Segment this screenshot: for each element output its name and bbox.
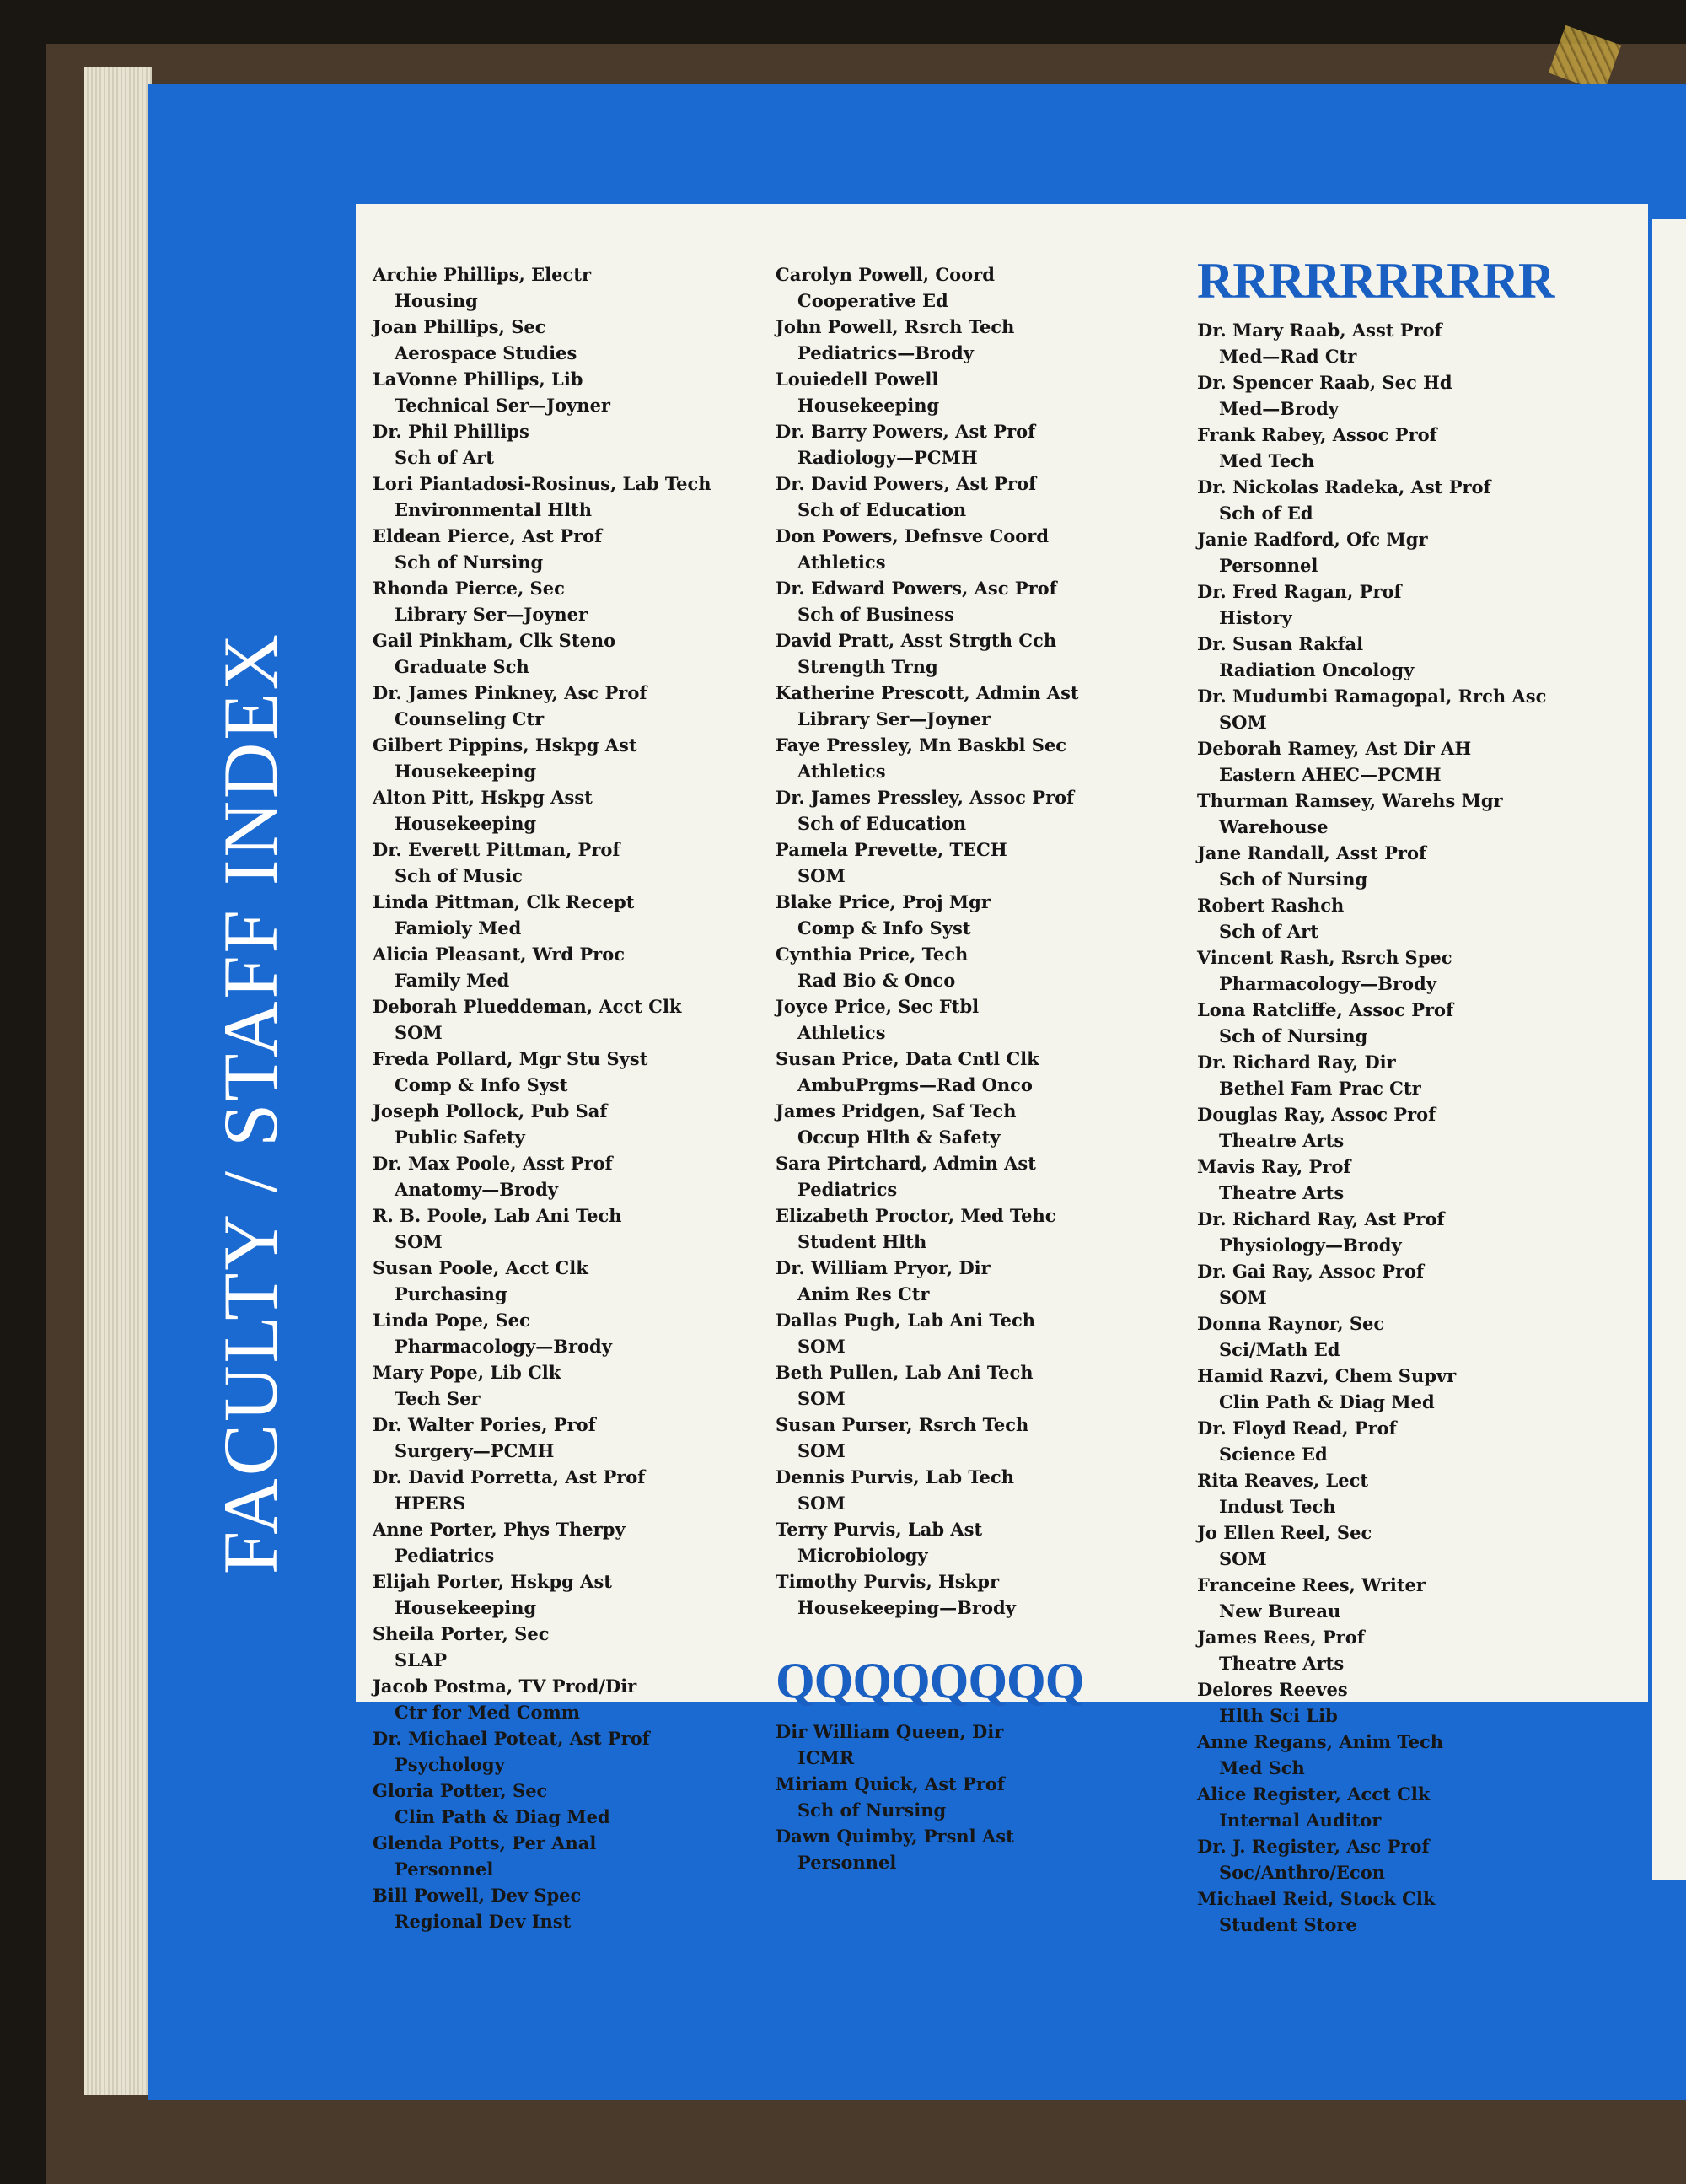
- entry-name: Lona Ratcliffe, Assoc Prof: [1197, 999, 1454, 1020]
- entry-name: Dr. James Pressley, Assoc Prof: [776, 787, 1075, 808]
- index-entry: [373, 889, 786, 941]
- index-entry: [776, 1255, 1189, 1307]
- entry-name: Joan Phillips, Sec: [373, 316, 546, 337]
- index-entry: [776, 784, 1189, 836]
- index-entry: [373, 1778, 786, 1830]
- entry-department: SOM: [797, 1493, 846, 1514]
- entry-department: Radiology—PCMH: [797, 447, 978, 468]
- index-entry: [1197, 1049, 1610, 1101]
- facing-page-edge: [1648, 84, 1686, 2100]
- entry-department: Ctr for Med Comm: [395, 1702, 580, 1723]
- index-entry: [373, 418, 786, 471]
- entry-name: Eldean Pierce, Ast Prof: [373, 525, 603, 546]
- entry-name: Donna Raynor, Sec: [1197, 1313, 1385, 1334]
- entry-department: Tech Ser: [395, 1388, 481, 1409]
- entry-name: Dr. Richard Ray, Ast Prof: [1197, 1208, 1445, 1229]
- index-entry: [776, 1150, 1189, 1202]
- entry-name: Robert Rashch: [1197, 895, 1345, 916]
- entry-department: Comp & Info Syst: [797, 917, 971, 939]
- entry-department: HPERS: [395, 1493, 466, 1514]
- entry-name: Hamid Razvi, Chem Supvr: [1197, 1365, 1457, 1386]
- entry-department: Athletics: [797, 761, 886, 782]
- entry-name: James Pridgen, Saf Tech: [776, 1100, 1017, 1122]
- index-entry: [1197, 1363, 1610, 1415]
- index-entry: [373, 1307, 786, 1359]
- entry-department: Athletics: [797, 1022, 886, 1043]
- index-entry: [1197, 422, 1610, 474]
- entry-name: Don Powers, Defnsve Coord: [776, 525, 1050, 546]
- entry-name: Dr. Phil Phillips: [373, 421, 529, 442]
- entry-department: Pediatrics—Brody: [797, 342, 974, 363]
- entry-name: Dr. Floyd Read, Prof: [1197, 1417, 1397, 1439]
- entry-department: Regional Dev Inst: [395, 1911, 572, 1932]
- index-entry: [1197, 1833, 1610, 1885]
- entry-name: Katherine Prescott, Admin Ast: [776, 682, 1079, 703]
- entry-name: Dr. Susan Rakfal: [1197, 633, 1364, 654]
- entry-department: New Bureau: [1219, 1600, 1341, 1622]
- entry-name: Susan Purser, Rsrch Tech: [776, 1414, 1029, 1435]
- entry-department: Comp & Info Syst: [395, 1074, 568, 1095]
- entry-name: Dr. James Pinkney, Asc Prof: [373, 682, 647, 703]
- entry-name: Dallas Pugh, Lab Ani Tech: [776, 1310, 1035, 1331]
- index-entry: [1197, 997, 1610, 1049]
- index-entry: [776, 732, 1189, 784]
- entry-name: Vincent Rash, Rsrch Spec: [1197, 947, 1452, 968]
- entry-department: Soc/Anthro/Econ: [1219, 1862, 1385, 1883]
- entry-name: Jacob Postma, TV Prod/Dir: [373, 1676, 637, 1697]
- entry-name: Dr. David Powers, Ast Prof: [776, 473, 1037, 494]
- entry-name: Dennis Purvis, Lab Tech: [776, 1466, 1014, 1487]
- entry-name: Deborah Plueddeman, Acct Clk: [373, 996, 682, 1017]
- entry-department: Famioly Med: [395, 917, 522, 939]
- index-entry: [373, 732, 786, 784]
- entry-name: Mavis Ray, Prof: [1197, 1156, 1351, 1177]
- index-entry: [1197, 944, 1610, 997]
- index-entry: [1197, 317, 1610, 369]
- index-entry: [776, 941, 1189, 993]
- entry-name: Archie Phillips, Electr: [373, 264, 592, 285]
- entry-name: James Rees, Prof: [1197, 1627, 1365, 1648]
- entry-name: LaVonne Phillips, Lib: [373, 368, 583, 390]
- index-entry: [1197, 1572, 1610, 1624]
- column-3-r-entries: [1197, 317, 1610, 1938]
- entry-name: Rhonda Pierce, Sec: [373, 578, 565, 599]
- entry-name: Lori Piantadosi-Rosinus, Lab Tech: [373, 473, 711, 494]
- index-entry: [1197, 1154, 1610, 1206]
- index-entry: [373, 1359, 786, 1412]
- entry-name: Dr. Gai Ray, Assoc Prof: [1197, 1261, 1425, 1282]
- entry-name: Sheila Porter, Sec: [373, 1623, 550, 1644]
- index-entry: [373, 993, 786, 1046]
- entry-name: Franceine Rees, Writer: [1197, 1574, 1426, 1595]
- index-entry: [1197, 840, 1610, 892]
- entry-name: Delores Reeves: [1197, 1679, 1348, 1700]
- index-entry: [776, 993, 1189, 1046]
- index-entry: [1197, 1258, 1610, 1310]
- entry-department: Student Store: [1219, 1914, 1357, 1935]
- entry-name: Douglas Ray, Assoc Prof: [1197, 1104, 1436, 1125]
- index-entry: [373, 314, 786, 366]
- entry-name: Rita Reaves, Lect: [1197, 1470, 1369, 1491]
- entry-department: Pediatrics: [395, 1545, 495, 1566]
- entry-department: Housekeeping: [395, 1597, 537, 1618]
- entry-name: John Powell, Rsrch Tech: [776, 316, 1015, 337]
- index-entry: [373, 471, 786, 523]
- index-entry: [1197, 631, 1610, 683]
- entry-department: Pharmacology—Brody: [1219, 973, 1436, 994]
- entry-department: Public Safety: [395, 1127, 525, 1148]
- entry-name: Dr. Walter Pories, Prof: [373, 1414, 596, 1435]
- entry-department: SLAP: [395, 1649, 448, 1670]
- entry-department: Personnel: [395, 1859, 494, 1880]
- entry-department: Aerospace Studies: [395, 342, 577, 363]
- index-entry: [373, 1830, 786, 1882]
- entry-name: Alice Register, Acct Clk: [1197, 1783, 1431, 1805]
- index-entry: [1197, 1467, 1610, 1520]
- entry-name: Janie Radford, Ofc Mgr: [1197, 529, 1428, 550]
- entry-name: Glenda Potts, Per Anal: [373, 1832, 597, 1853]
- entry-name: Joyce Price, Sec Ftbl: [776, 996, 980, 1017]
- entry-department: Housekeeping—Brody: [797, 1597, 1016, 1618]
- index-entry: [1197, 1101, 1610, 1154]
- entry-department: Athletics: [797, 551, 886, 573]
- index-entry: [1197, 892, 1610, 944]
- column-2: [776, 261, 1189, 1875]
- entry-name: Deborah Ramey, Ast Dir AH: [1197, 738, 1472, 759]
- entry-name: Dir William Queen, Dir: [776, 1721, 1004, 1742]
- index-entry: [776, 1516, 1189, 1568]
- entry-department: Theatre Arts: [1219, 1182, 1345, 1203]
- entry-department: Sch of Nursing: [395, 551, 544, 573]
- entry-name: Bill Powell, Dev Spec: [373, 1885, 582, 1906]
- index-entry: [776, 1202, 1189, 1255]
- entry-name: Terry Purvis, Lab Ast: [776, 1519, 983, 1540]
- index-entry: [776, 366, 1189, 418]
- entry-name: Dr. Everett Pittman, Prof: [373, 839, 620, 860]
- index-entry: [1197, 1729, 1610, 1781]
- index-entry: [373, 1516, 786, 1568]
- entry-department: Sch of Nursing: [797, 1799, 947, 1821]
- entry-department: Anatomy—Brody: [395, 1179, 559, 1200]
- entry-department: SOM: [395, 1231, 443, 1252]
- entry-name: Jane Randall, Asst Prof: [1197, 842, 1427, 863]
- entry-name: Elijah Porter, Hskpg Ast: [373, 1571, 612, 1592]
- entry-name: Alton Pitt, Hskpg Asst: [373, 787, 593, 808]
- entry-department: Theatre Arts: [1219, 1130, 1345, 1151]
- entry-department: Graduate Sch: [395, 656, 529, 677]
- entry-name: Faye Pressley, Mn Baskbl Sec: [776, 734, 1067, 756]
- index-entry: [373, 680, 786, 732]
- entry-department: Housekeeping: [395, 761, 537, 782]
- entry-department: Hlth Sci Lib: [1219, 1705, 1338, 1726]
- index-entry: [776, 889, 1189, 941]
- index-entry: [373, 941, 786, 993]
- entry-name: Beth Pullen, Lab Ani Tech: [776, 1362, 1034, 1383]
- column-3: [1197, 253, 1610, 1938]
- entry-name: David Pratt, Asst Strgth Cch: [776, 630, 1057, 651]
- entry-name: Anne Porter, Phys Therpy: [373, 1519, 626, 1540]
- index-entry: [1197, 369, 1610, 422]
- entry-department: Bethel Fam Prac Ctr: [1219, 1078, 1421, 1099]
- index-entry: [373, 1621, 786, 1673]
- index-entry: [776, 1046, 1189, 1098]
- entry-department: Rad Bio & Onco: [797, 970, 956, 991]
- index-entry: [1197, 1885, 1610, 1938]
- entry-name: Sara Pirtchard, Admin Ast: [776, 1153, 1036, 1174]
- entry-name: Michael Reid, Stock Clk: [1197, 1888, 1436, 1909]
- entry-department: Internal Auditor: [1219, 1810, 1382, 1831]
- entry-department: SOM: [395, 1022, 443, 1043]
- entry-name: Alicia Pleasant, Wrd Proc: [373, 944, 626, 965]
- index-entry: [1197, 1310, 1610, 1363]
- entry-name: Dr. J. Register, Asc Prof: [1197, 1836, 1430, 1857]
- entry-name: Elizabeth Proctor, Med Tehc: [776, 1205, 1056, 1226]
- entry-name: Dr. Michael Poteat, Ast Prof: [373, 1728, 650, 1749]
- entry-department: Sch of Art: [1219, 921, 1318, 942]
- entry-department: Counseling Ctr: [395, 708, 545, 729]
- entry-department: Theatre Arts: [1219, 1653, 1345, 1674]
- entry-department: Indust Tech: [1219, 1496, 1336, 1517]
- entry-name: Dr. Spencer Raab, Sec Hd: [1197, 372, 1452, 393]
- entry-name: Gilbert Pippins, Hskpg Ast: [373, 734, 637, 756]
- entry-department: Environmental Hlth: [395, 499, 593, 520]
- entry-name: Dr. Edward Powers, Asc Prof: [776, 578, 1057, 599]
- entry-name: Cynthia Price, Tech: [776, 944, 969, 965]
- entry-name: Blake Price, Proj Mgr: [776, 891, 991, 912]
- entry-name: Dr. David Porretta, Ast Prof: [373, 1466, 646, 1487]
- entry-department: Housekeeping: [797, 395, 940, 416]
- entry-department: Science Ed: [1219, 1444, 1328, 1465]
- index-entry: [1197, 1520, 1610, 1572]
- entry-name: Anne Regans, Anim Tech: [1197, 1731, 1444, 1752]
- index-entry: [373, 575, 786, 627]
- index-entry: [776, 261, 1189, 314]
- entry-name: Dr. Max Poole, Asst Prof: [373, 1153, 613, 1174]
- entry-department: Sch of Business: [797, 604, 954, 625]
- entry-name: Pamela Prevette, TECH: [776, 839, 1007, 860]
- index-entry: [1197, 526, 1610, 578]
- entry-department: Cooperative Ed: [797, 290, 948, 311]
- entry-department: Pediatrics: [797, 1179, 898, 1200]
- column-2-q-entries: [776, 1719, 1189, 1875]
- index-entry: [776, 575, 1189, 627]
- entry-name: Joseph Pollock, Pub Saf: [373, 1100, 608, 1122]
- entry-name: Linda Pittman, Clk Recept: [373, 891, 635, 912]
- index-entry: [776, 1307, 1189, 1359]
- index-entry: [373, 836, 786, 889]
- entry-department: SOM: [1219, 712, 1267, 733]
- entry-department: Occup Hlth & Safety: [797, 1127, 1001, 1148]
- entry-department: SOM: [1219, 1548, 1267, 1569]
- entry-department: Med Sch: [1219, 1757, 1305, 1778]
- entry-name: Mary Pope, Lib Clk: [373, 1362, 561, 1383]
- entry-department: Med—Rad Ctr: [1219, 346, 1357, 367]
- entry-department: Sch of Ed: [1219, 503, 1313, 524]
- index-entry: [776, 1771, 1189, 1823]
- entry-department: Physiology—Brody: [1219, 1235, 1402, 1256]
- index-entry: [373, 261, 786, 314]
- index-entry: [373, 1046, 786, 1098]
- r-section-header: RRRRRRRRRR: [1197, 253, 1554, 309]
- index-entry: [373, 627, 786, 680]
- index-entry: [1197, 683, 1610, 735]
- index-entry: [373, 366, 786, 418]
- index-entry: [373, 784, 786, 836]
- entry-department: Purchasing: [395, 1283, 507, 1304]
- index-entry: [1197, 1781, 1610, 1833]
- index-entry: [776, 627, 1189, 680]
- index-entry: [776, 523, 1189, 575]
- entry-department: Technical Ser—Joyner: [395, 395, 610, 416]
- entry-department: Pharmacology—Brody: [395, 1336, 612, 1357]
- entry-department: AmbuPrgms—Rad Onco: [797, 1074, 1033, 1095]
- entry-name: Susan Poole, Acct Clk: [373, 1257, 588, 1278]
- index-entry: [373, 1412, 786, 1464]
- entry-department: SOM: [797, 1388, 846, 1409]
- entry-department: Clin Path & Diag Med: [1219, 1391, 1435, 1412]
- index-entry: [1197, 735, 1610, 788]
- entry-name: R. B. Poole, Lab Ani Tech: [373, 1205, 622, 1226]
- index-entry: [1197, 788, 1610, 840]
- column-2-p-entries: [776, 261, 1189, 1621]
- entry-name: Frank Rabey, Assoc Prof: [1197, 424, 1437, 445]
- entry-name: Dr. William Pryor, Dir: [776, 1257, 991, 1278]
- entry-department: Microbiology: [797, 1545, 928, 1566]
- entry-name: Dr. Fred Ragan, Prof: [1197, 581, 1402, 602]
- index-entry: [776, 471, 1189, 523]
- entry-department: Personnel: [797, 1852, 897, 1873]
- entry-department: Student Hlth: [797, 1231, 927, 1252]
- entry-department: Psychology: [395, 1754, 505, 1775]
- index-entry: [776, 1412, 1189, 1464]
- q-section-header: QQQQQQQQ: [776, 1653, 1084, 1708]
- index-entry: [373, 1725, 786, 1778]
- entry-department: Sch of Nursing: [1219, 1025, 1368, 1046]
- entry-name: Jo Ellen Reel, Sec: [1197, 1522, 1372, 1543]
- entry-department: Library Ser—Joyner: [395, 604, 588, 625]
- index-entry: [373, 1882, 786, 1934]
- index-entry: [373, 523, 786, 575]
- entry-department: Library Ser—Joyner: [797, 708, 991, 729]
- entry-department: SOM: [797, 865, 846, 886]
- entry-name: Thurman Ramsey, Warehs Mgr: [1197, 790, 1503, 811]
- index-entry: [373, 1202, 786, 1255]
- index-entry: [776, 418, 1189, 471]
- entry-department: SOM: [797, 1336, 846, 1357]
- index-entry: [1197, 1415, 1610, 1467]
- entry-department: Sch of Education: [797, 813, 967, 834]
- index-entry: [1197, 474, 1610, 526]
- index-entry: [776, 836, 1189, 889]
- entry-department: Personnel: [1219, 555, 1318, 576]
- entry-name: Carolyn Powell, Coord: [776, 264, 995, 285]
- side-title: FACULTY / STAFF INDEX: [207, 631, 293, 1575]
- index-entry: [776, 314, 1189, 366]
- entry-department: ICMR: [797, 1747, 855, 1768]
- entry-department: Warehouse: [1219, 816, 1329, 837]
- index-entry: [776, 680, 1189, 732]
- entry-name: Susan Price, Data Cntl Clk: [776, 1048, 1039, 1069]
- index-entry: [1197, 1676, 1610, 1729]
- index-entry: [1197, 1206, 1610, 1258]
- entry-department: Housing: [395, 290, 478, 311]
- entry-name: Linda Pope, Sec: [373, 1310, 530, 1331]
- entry-department: Anim Res Ctr: [797, 1283, 930, 1304]
- entry-department: Family Med: [395, 970, 510, 991]
- entry-name: Dr. Nickolas Radeka, Ast Prof: [1197, 476, 1491, 498]
- entry-department: Eastern AHEC—PCMH: [1219, 764, 1442, 785]
- index-entry: [373, 1255, 786, 1307]
- entry-name: Dr. Mary Raab, Asst Prof: [1197, 320, 1442, 341]
- index-entry: [776, 1464, 1189, 1516]
- entry-name: Timothy Purvis, Hskpr: [776, 1571, 1000, 1592]
- entry-department: Strength Trng: [797, 656, 938, 677]
- entry-name: Freda Pollard, Mgr Stu Syst: [373, 1048, 648, 1069]
- entry-department: Housekeeping: [395, 813, 537, 834]
- index-entry: [776, 1359, 1189, 1412]
- entry-department: Sch of Art: [395, 447, 494, 468]
- column-1: [373, 261, 786, 1934]
- index-entry: [776, 1823, 1189, 1875]
- entry-department: Radiation Oncology: [1219, 659, 1415, 680]
- entry-department: SOM: [1219, 1287, 1267, 1308]
- entry-department: Sch of Nursing: [1219, 869, 1368, 890]
- entry-department: Sch of Education: [797, 499, 967, 520]
- index-entry: [373, 1464, 786, 1516]
- entry-name: Dr. Mudumbi Ramagopal, Rrch Asc: [1197, 686, 1547, 707]
- index-entry: [776, 1719, 1189, 1771]
- entry-department: Med—Brody: [1219, 398, 1339, 419]
- entry-name: Dr. Barry Powers, Ast Prof: [776, 421, 1036, 442]
- page-edges: [84, 67, 152, 2095]
- entry-name: Dr. Richard Ray, Dir: [1197, 1052, 1396, 1073]
- index-entry: [373, 1673, 786, 1725]
- entry-department: Clin Path & Diag Med: [395, 1806, 610, 1827]
- entry-department: History: [1219, 607, 1292, 628]
- entry-department: Sci/Math Ed: [1219, 1339, 1340, 1360]
- entry-department: Med Tech: [1219, 450, 1315, 471]
- index-entry: [776, 1098, 1189, 1150]
- entry-name: Gloria Potter, Sec: [373, 1780, 548, 1801]
- index-entry: [776, 1568, 1189, 1621]
- index-entry: [1197, 1624, 1610, 1676]
- entry-department: Sch of Music: [395, 865, 523, 886]
- index-entry: [1197, 578, 1610, 631]
- index-entry: [373, 1150, 786, 1202]
- entry-department: Surgery—PCMH: [395, 1440, 555, 1461]
- entry-name: Dawn Quimby, Prsnl Ast: [776, 1826, 1014, 1847]
- entry-name: Miriam Quick, Ast Prof: [776, 1773, 1005, 1794]
- entry-department: SOM: [797, 1440, 846, 1461]
- index-entry: [373, 1568, 786, 1621]
- index-content-panel: [356, 204, 1648, 1935]
- entry-name: Louiedell Powell: [776, 368, 939, 390]
- index-entry: [373, 1098, 786, 1150]
- entry-name: Gail Pinkham, Clk Steno: [373, 630, 616, 651]
